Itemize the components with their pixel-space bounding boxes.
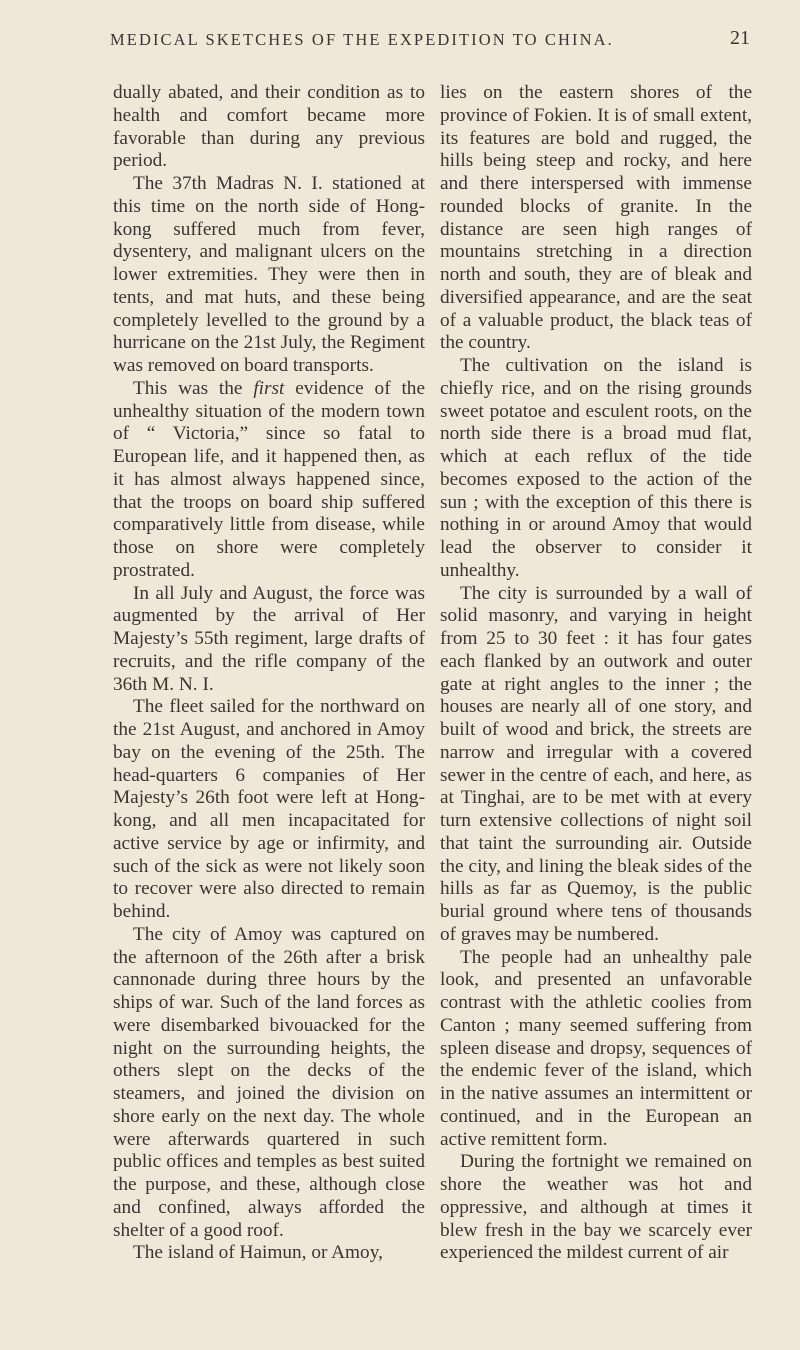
- paragraph: [113, 378, 425, 583]
- paragraph: The cultivation on the island is chiefly rice, and on the rising grounds sweet potatoe and esculent roots, on the north side there is a broad mud flat, which at each reflux of the tide becomes exposed to the action of the sun ; with the exception of this there is nothing in or around Amoy that would lead the observer to consider it unhealthy.: [440, 355, 752, 581]
- running-title: MEDICAL SKETCHES OF THE EXPEDITION TO CHINA.: [110, 30, 614, 49]
- paragraph: The city is surrounded by a wall of solid masonry, and varying in height from 25 to 30 feet : it has four gates each flanked by an outwork and outer gate at right angles to the inner ; the houses are nearly all of one story, and built of wood and brick, the streets are narrow and irregular with a covered sewer in the centre of each, and here, as at Tinghai, are to be met with at every turn extensive collections of night soil that taint the surrounding air. Outside the city, and lining the bleak sides of the hills as far as Quemoy, is the public burial ground where tens of thousands of graves may be numbered.: [440, 582, 752, 945]
- right-column: [440, 82, 752, 1265]
- paragraph: dually abated, and their condition as to health and comfort became more favorable than during any previous period.: [113, 82, 425, 172]
- paragraph-text: This was the: [133, 377, 254, 399]
- paragraph: lies on the eastern shores of the province of Fokien. It is of small extent, its features are bold and rugged, the hills being steep and rocky, and here and there interspersed with immense rounded blocks of granite. In the distance are seen high ranges of mountains stretching in a direction north and south, they are of bleak and diversified appearance, and are the seat of a valuable product, the black teas of the country.: [440, 82, 752, 354]
- paragraph: During the fortnight we remained on shore the weather was hot and oppressive, and although at times it blew fresh in the bay we scarcely ever experienced the mildest current of air: [440, 1151, 752, 1264]
- paragraph: The people had an unhealthy pale look, and presented an unfavorable contrast with the athletic coolies from Canton ; many seemed suffering from spleen disease and dropsy, sequences of the endemic fever of the island, which in the native assumes an intermittent or continued, and in the European an active remittent form.: [440, 946, 752, 1150]
- emphasized-word: first: [253, 377, 285, 399]
- running-head: [110, 27, 750, 56]
- left-column: [113, 82, 425, 1265]
- page-number: 21: [730, 27, 750, 49]
- paragraph: In all July and August, the force was augmented by the arrival of Her Majesty’s 55th regiment, large drafts of recruits, and the rifle company of the 36th M. N. I.: [113, 582, 425, 695]
- paragraph: The city of Amoy was captured on the afternoon of the 26th after a brisk cannonade during three hours by the ships of war. Such of the land forces as were disembarked bivouacked for the night on the surrounding heights, the others slept on the decks of the steamers, and joined the division on shore early on the next day. The whole were afterwards quartered in such public offices and temples as best suited the purpose, and these, although close and confined, always afforded the shelter of a good roof.: [113, 923, 425, 1241]
- paragraph: The island of Haimun, or Amoy,: [133, 1242, 383, 1264]
- paragraph-text: evidence of the unhealthy situation of the modern town of “ Victoria,” since so fatal to European life, and it happened then, as it has almost always happened since, that the troops on board ship suffered comparatively little from disease, while those on shore were completely prostrated.: [113, 377, 426, 581]
- paragraph: The 37th Madras N. I. stationed at this time on the north side of Hong-kong suffered much from fever, dysentery, and malignant ulcers on the lower extremities. They were then in tents, and mat huts, and these being completely levelled to the ground by a hurricane on the 21st July, the Regiment was removed on board transports.: [113, 173, 425, 376]
- paragraph: The fleet sailed for the northward on the 21st August, and anchored in Amoy bay on the evening of the 25th. The head-quarters 6 companies of Her Majesty’s 26th foot were left at Hong-kong, and all men incapacitated for active service by age or infirmity, and such of the sick as were not likely soon to recover were also directed to remain behind.: [113, 696, 425, 922]
